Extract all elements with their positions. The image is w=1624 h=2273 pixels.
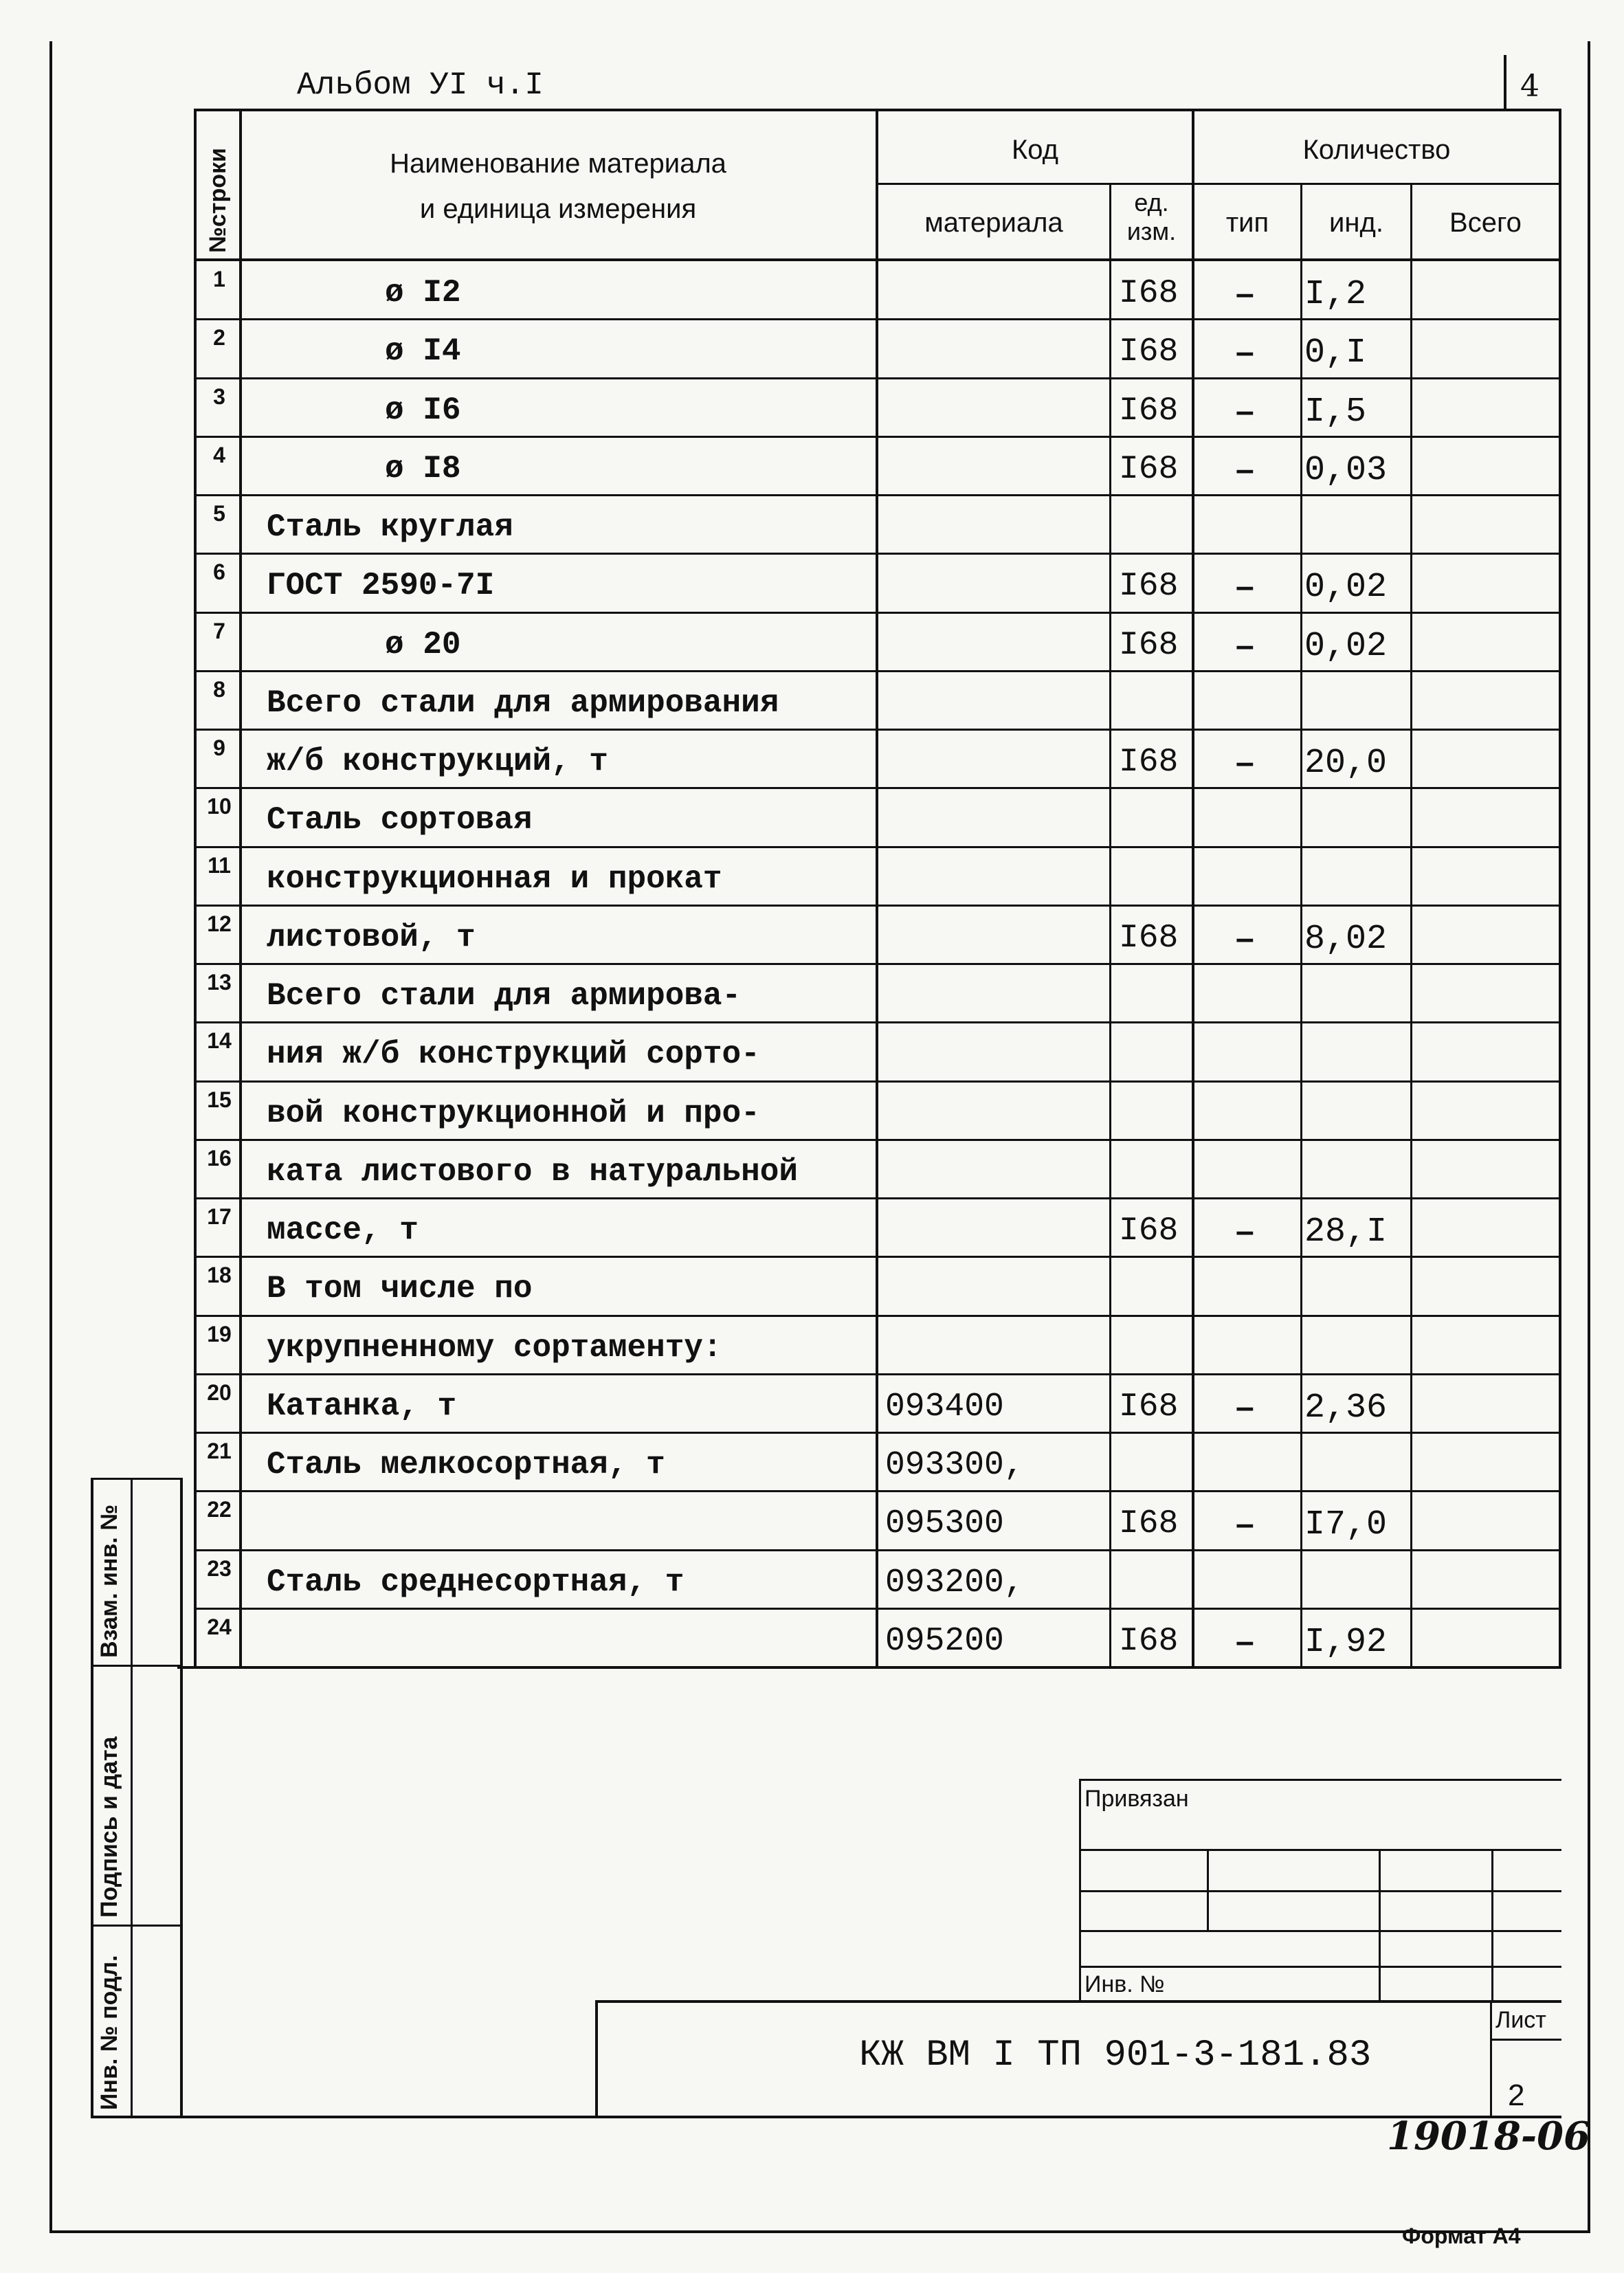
row-number: 18 (207, 1263, 232, 1287)
row-material-name: ø 20 (385, 627, 461, 663)
stamp-inv-no: Инв. № (1084, 1971, 1165, 1997)
row-qty-type: – (1236, 1623, 1254, 1660)
row-material-code: 093300, (885, 1447, 1024, 1484)
side-strip-div-2 (91, 1925, 183, 1927)
document-code: КЖ ВМ I ТП 901-3-181.83 (859, 2034, 1372, 2076)
side-strip-right (180, 1478, 183, 2117)
row-unit-code: I68 (1119, 392, 1179, 430)
header-code-unit-2: изм. (1126, 217, 1177, 245)
row-unit-code: I68 (1119, 1212, 1179, 1250)
stamp-v1 (1207, 1849, 1209, 1931)
frame-right (1588, 41, 1590, 2233)
row-material-name: ж/б конструкций, т (267, 744, 608, 779)
row-qty-ind: 0,I (1304, 333, 1367, 373)
row-qty-ind: 0,03 (1304, 451, 1388, 490)
row-separator (194, 553, 1560, 555)
row-qty-ind: 8,02 (1304, 920, 1388, 959)
row-unit-code: I68 (1119, 920, 1179, 957)
album-title: Альбом УI ч.I (297, 67, 544, 103)
row-qty-ind: I7,0 (1304, 1505, 1388, 1544)
row-separator (194, 1256, 1560, 1258)
row-number: 16 (207, 1146, 232, 1171)
row-material-name: Сталь сортовая (267, 802, 533, 838)
row-material-name: Сталь среднесортная, т (267, 1564, 685, 1600)
row-qty-ind: I,5 (1304, 392, 1367, 432)
row-material-name: ø I4 (385, 333, 461, 369)
row-separator (194, 787, 1560, 789)
stamp-h4 (1079, 1966, 1561, 1968)
header-code: Код (1011, 135, 1058, 165)
format-label: Формат А4 (1402, 2224, 1521, 2248)
row-number: 9 (213, 735, 225, 760)
row-separator (194, 846, 1560, 848)
row-material-code: 093200, (885, 1564, 1024, 1601)
row-qty-type: – (1236, 628, 1254, 664)
header-bottom (194, 258, 1560, 261)
row-qty-type: – (1236, 452, 1254, 488)
titlebox-list-div (1490, 2039, 1561, 2041)
table-bottom (177, 1666, 1561, 1669)
label-vzam-inv: Взам. инв. № (96, 1504, 122, 1658)
header-qty-ind: инд. (1329, 208, 1383, 238)
row-separator (194, 494, 1560, 496)
row-unit-code: I68 (1119, 451, 1179, 488)
stamp-v2 (1379, 1849, 1381, 2000)
row-qty-type: – (1236, 393, 1254, 430)
row-qty-type: – (1236, 1389, 1254, 1426)
row-unit-code: I68 (1119, 568, 1179, 605)
row-material-name: листовой, т (267, 920, 476, 955)
row-unit-code: I68 (1119, 333, 1179, 370)
row-qty-type: – (1236, 568, 1254, 605)
row-separator (194, 670, 1560, 672)
frame-bottom (49, 2230, 1589, 2233)
row-material-code: 095200 (885, 1623, 1004, 1660)
row-qty-ind: 20,0 (1304, 744, 1388, 783)
row-qty-type: – (1236, 1506, 1254, 1542)
col-line-unit (1109, 184, 1111, 1667)
row-qty-type: – (1236, 334, 1254, 370)
row-unit-code: I68 (1119, 1505, 1179, 1542)
row-material-name: ГОСТ 2590-7I (267, 568, 495, 603)
label-podpis-data: Подпись и дата (96, 1736, 122, 1918)
row-material-name: Сталь мелкосортная, т (267, 1447, 665, 1483)
handwritten-number: 19018-06 (1387, 2114, 1590, 2159)
row-number: 15 (207, 1087, 232, 1112)
row-separator (194, 377, 1560, 379)
row-qty-type: – (1236, 744, 1254, 781)
row-material-name: ния ж/б конструкций сорто- (267, 1036, 760, 1072)
stamp-h3 (1079, 1930, 1561, 1932)
row-number: 4 (213, 443, 225, 467)
row-separator (194, 1490, 1560, 1492)
row-separator (194, 1549, 1560, 1551)
row-separator (194, 1373, 1560, 1375)
row-number: 22 (207, 1497, 232, 1522)
header-code-material: материала (924, 208, 1063, 238)
row-qty-ind: I,92 (1304, 1623, 1388, 1662)
row-separator (194, 963, 1560, 965)
row-separator (194, 318, 1560, 320)
row-unit-code: I68 (1119, 627, 1179, 664)
row-number: 7 (213, 619, 225, 643)
row-unit-code: I68 (1119, 1388, 1179, 1426)
row-material-name: Всего стали для армирова- (267, 978, 742, 1014)
row-number: 1 (213, 267, 225, 291)
stamp-top (1079, 1779, 1561, 1781)
label-inv-podl: Инв. № подл. (96, 1955, 122, 2110)
row-qty-ind: 28,I (1304, 1212, 1388, 1252)
row-material-code: 095300 (885, 1505, 1004, 1542)
col-line-ind (1300, 184, 1302, 1667)
row-qty-ind: I,2 (1304, 275, 1367, 314)
row-number: 17 (207, 1204, 232, 1229)
row-number: 20 (207, 1380, 232, 1405)
row-qty-ind: 0,02 (1304, 627, 1388, 666)
row-qty-ind: 0,02 (1304, 568, 1388, 607)
side-strip-top (91, 1478, 183, 1480)
row-material-name: Катанка, т (267, 1388, 457, 1424)
row-number: 13 (207, 970, 232, 995)
row-material-name: ката листового в натуральной (267, 1154, 798, 1190)
titlebox-top (595, 2000, 1561, 2003)
row-material-name: ø I2 (385, 275, 461, 311)
row-separator (194, 436, 1560, 438)
stamp-h2 (1079, 1890, 1561, 1892)
header-qty: Количество (1302, 135, 1451, 165)
row-material-name: ø I6 (385, 392, 461, 428)
row-number: 14 (207, 1028, 232, 1053)
row-number: 11 (208, 853, 231, 878)
row-number: 8 (213, 677, 225, 702)
page-number-box-left (1504, 55, 1506, 109)
row-number: 23 (207, 1556, 232, 1581)
header-name-line2: и единица измерения (419, 194, 697, 224)
row-separator (194, 1139, 1560, 1141)
side-strip-div-1 (91, 1665, 183, 1667)
row-material-name: укрупненному сортаменту: (267, 1330, 722, 1366)
row-separator (194, 1315, 1560, 1317)
row-material-name: ø I8 (385, 451, 461, 487)
side-strip-left (91, 1478, 93, 2117)
side-strip-bottom (91, 2116, 1561, 2118)
row-number: 24 (207, 1615, 232, 1639)
stamp-v3 (1491, 1849, 1493, 2000)
sheet-number: 2 (1508, 2078, 1525, 2112)
row-number: 12 (207, 911, 232, 936)
page-number: 4 (1520, 69, 1539, 104)
row-separator (194, 1608, 1560, 1610)
side-strip-inner (131, 1478, 133, 2117)
header-qty-type: тип (1225, 208, 1269, 238)
row-number: 3 (213, 384, 225, 409)
row-material-code: 093400 (885, 1388, 1004, 1426)
titlebox-list-left (1490, 2000, 1492, 2117)
row-material-name: вой конструкционной и про- (267, 1096, 760, 1131)
row-separator (194, 729, 1560, 731)
row-unit-code: I68 (1119, 744, 1179, 781)
stamp-h1 (1079, 1849, 1561, 1851)
list-label: Лист (1495, 2007, 1546, 2033)
row-unit-code: I68 (1119, 275, 1179, 312)
row-number: 19 (207, 1322, 232, 1346)
frame-left (49, 41, 52, 2230)
col-line-total (1410, 184, 1412, 1667)
row-separator (194, 1197, 1560, 1199)
row-separator (194, 612, 1560, 614)
row-number: 10 (207, 794, 232, 819)
header-qty-total: Всего (1449, 208, 1522, 238)
row-separator (194, 1021, 1560, 1023)
header-code-unit-1: ед. (1134, 188, 1169, 217)
row-number: 2 (213, 325, 225, 350)
row-qty-type: – (1236, 920, 1254, 957)
row-number: 5 (213, 501, 225, 526)
header-subline (876, 183, 1560, 185)
row-material-name: массе, т (267, 1212, 419, 1248)
row-material-name: конструкционная и прокат (267, 861, 722, 897)
header-rownum: №строки (205, 148, 231, 253)
row-unit-code: I68 (1119, 1623, 1179, 1660)
row-material-name: В том числе по (267, 1271, 533, 1307)
row-material-name: Всего стали для армирования (267, 685, 779, 721)
row-separator (194, 905, 1560, 907)
row-qty-type: – (1236, 1213, 1254, 1250)
row-separator (194, 1080, 1560, 1083)
header-name-line1: Наименование материала (390, 148, 726, 179)
titlebox-left (595, 2000, 598, 2117)
stamp-privyazan: Привязан (1084, 1786, 1189, 1812)
row-material-name: Сталь круглая (267, 509, 513, 545)
row-qty-type: – (1236, 276, 1254, 312)
row-qty-ind: 2,36 (1304, 1388, 1388, 1428)
row-number: 6 (213, 559, 225, 584)
row-separator (194, 1432, 1560, 1434)
row-number: 21 (207, 1439, 232, 1463)
